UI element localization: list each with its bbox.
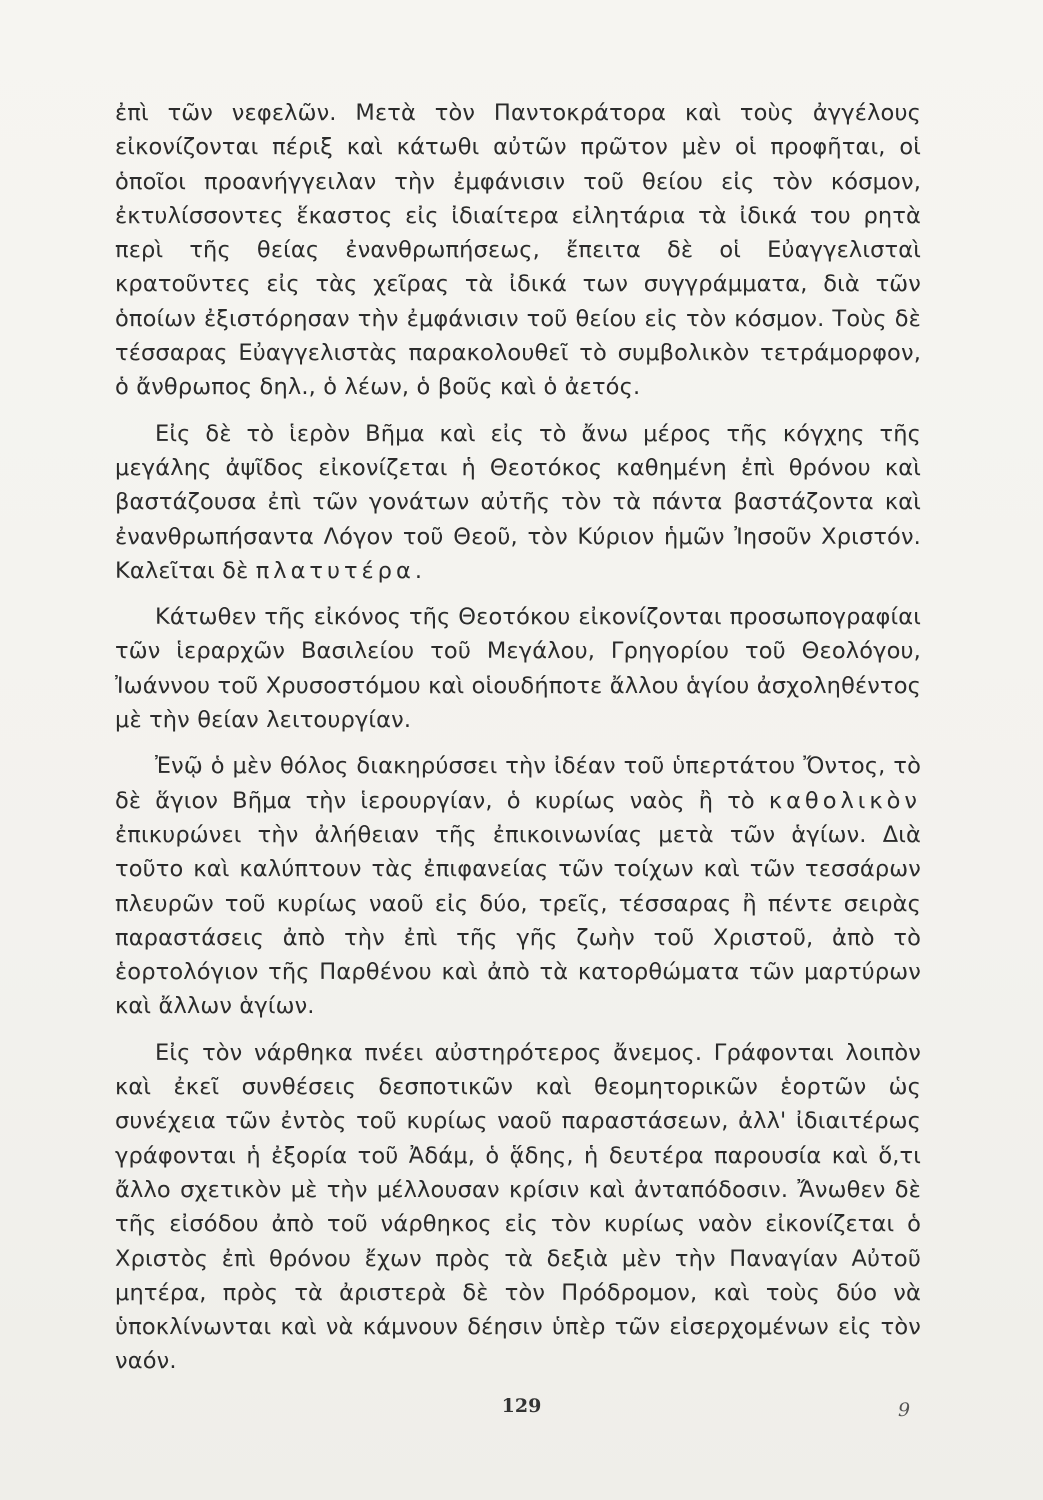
page-footer [0,1395,1043,1435]
paragraph-4-rest: ἐπικυρώνει τὴν ἀλήθειαν τῆς ἐπικοινωνίας μετὰ τῶν ἁγίων. Διὰ τοῦτο καὶ καλύπτουν τὰς ἐπιφανείας τῶν τοίχων καὶ τῶν τεσσάρων πλευρῶν τοῦ κυρίως ναοῦ εἰς δύο, τρεῖς, τέσσαρας ἢ πέντε σειρὰς παραστάσεις ἀπὸ τὴν ἐπὶ τῆς γῆς ζωὴν τοῦ Χριστοῦ, ἀπὸ τὸ ἑορτολόγιον τῆς Παρθένου καὶ ἀπὸ τὰ κατορθώματα τῶν μαρτύρων καὶ ἄλλων ἁγίων. [115,821,921,1020]
paragraph-4 [115,749,921,1023]
paragraph-3-text: Κάτωθεν τῆς εἰκόνος τῆς Θεοτόκου εἰκονίζονται προσωπογραφίαι τῶν ἱεραρχῶν Βασιλείου τοῦ Μεγάλου, Γρηγορίου τοῦ Θεολόγου, Ἰωάννου τοῦ Χρυσοστόμου καὶ οἱουδήποτε ἄλλου ἁγίου ἀσχοληθέντος μὲ τὴν θείαν λειτουργίαν. [115,604,921,734]
paragraph-3 [115,600,921,737]
paragraph-5-text: Εἰς τὸν νάρθηκα πνέει αὐστηρότερος ἄνεμος. Γράφονται λοιπὸν καὶ ἐκεῖ συνθέσεις δεσποτικῶν καὶ θεομητορικῶν ἑορτῶν ὡς συνέχεια τῶν ἐντὸς τοῦ κυρίως ναοῦ παραστάσεων, ἀλλ' ἰδιαιτέρως γράφονται ἡ ἐξορία τοῦ Ἀδάμ, ὁ ᾅδης, ἡ δευτέρα παρουσία καὶ ὅ,τι ἄλλο σχετικὸν μὲ τὴν μέλλουσαν κρίσιν καὶ ἀνταπόδοσιν. Ἄνωθεν δὲ τῆς εἰσόδου ἀπὸ τοῦ νάρθηκος εἰς τὸν κυρίως ναὸν εἰκονίζεται ὁ Χριστὸς ἐπὶ θρόνου ἔχων πρὸς τὰ δεξιὰ μὲν τὴν Παναγίαν Αὐτοῦ μητέρα, πρὸς τὰ ἀριστερὰ δὲ τὸν Πρόδρομον, καὶ τοὺς δύο νὰ ὑποκλίνωνται καὶ νὰ κάμνουν δέησιν ὑπὲρ τῶν εἰσερχομένων εἰς τὸν ναόν. [115,1039,921,1375]
paragraph-1-text: ἐπὶ τῶν νεφελῶν. Μετὰ τὸν Παντοκράτορα καὶ τοὺς ἀγγέλους εἰκονίζονται πέριξ καὶ κάτωθι αὐτῶν πρῶτον μὲν οἱ προφῆται, οἱ ὁποῖοι προανήγγειλαν τὴν ἐμφάνισιν τοῦ θείου εἰς τὸν κόσμον, ἐκτυλίσσοντες ἕκαστος εἰς ἰδιαίτερα εἰλητάρια τὰ ἰδικά του ρητὰ περὶ τῆς θείας ἐνανθρωπήσεως, ἔπειτα δὲ οἱ Εὐαγγελισταὶ κρατοῦντες εἰς τὰς χεῖρας τὰ ἰδικά των συγγράμματα, διὰ τῶν ὁποίων ἐξιστόρησαν τὴν ἐμφάνισιν τοῦ θείου εἰς τὸν κόσμον. Τοὺς δὲ τέσσαρας Εὐαγγελιστὰς παρακολουθεῖ τὸ συμβολικὸν τετράμορφον, ὁ ἄνθρωπος δηλ., ὁ λέων, ὁ βοῦς καὶ ὁ ἀετός. [115,100,921,401]
paragraph-5 [115,1036,921,1379]
emphasis-katholikon: καθολικὸν [768,787,921,814]
emphasis-platytera: πλατυτέρα [255,557,415,584]
page-number: 129 [501,1395,542,1417]
paragraph-2-text: Εἰς δὲ τὸ ἱερὸν Βῆμα καὶ εἰς τὸ ἄνω μέρος τῆς κόγχης τῆς μεγάλης ἀψῖδος εἰκονίζεται ἡ Θεοτόκος καθημένη ἐπὶ θρόνου καὶ βαστάζουσα ἐπὶ τῶν γονάτων αὐτῆς τὸν τὰ πάντα βαστάζοντα καὶ ἐνανθρωπήσαντα Λόγον τοῦ Θεοῦ, τὸν Κύριον ἡμῶν Ἰησοῦν Χριστόν. Καλεῖται δὲ [115,420,921,584]
paragraph-4-text: Ἐνῷ ὁ μὲν θόλος διακηρύσσει τὴν ἰδέαν τοῦ ὑπερτάτου Ὄντος, τὸ δὲ ἅγιον Βῆμα τὴν ἱερουργίαν, ὁ κυρίως ναὸς ἢ τὸ [115,753,921,814]
signature-mark: 9 [898,1399,911,1421]
paragraph-2 [115,417,921,588]
paragraph-2-end: . [414,557,423,584]
paragraph-1 [115,96,921,405]
body-text [115,96,921,1391]
